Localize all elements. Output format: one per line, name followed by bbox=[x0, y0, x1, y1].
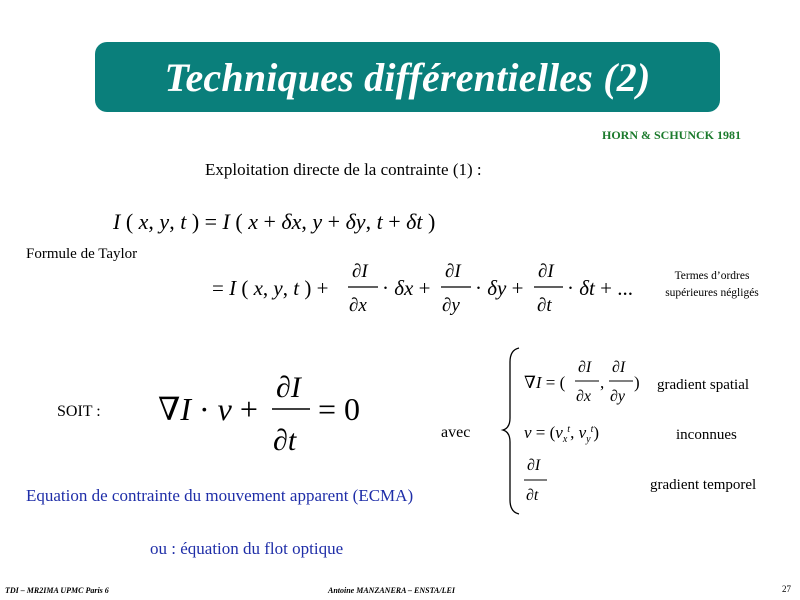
slide-title: Techniques différentielles (2) bbox=[164, 54, 651, 100]
label-temporal-gradient: gradient temporel bbox=[650, 477, 757, 493]
svg-text:∂t: ∂t bbox=[537, 295, 552, 316]
equation-velocity bbox=[524, 423, 599, 445]
svg-text:∂x: ∂x bbox=[576, 388, 592, 405]
equation-taylor-expansion bbox=[212, 261, 633, 316]
equation-brightness-constancy bbox=[112, 209, 435, 234]
avec-label: avec bbox=[441, 424, 471, 441]
label-unknowns: inconnues bbox=[676, 427, 737, 443]
svg-text:· δy +: · δy + bbox=[475, 276, 524, 300]
svg-text:= I ( x, y, t ) +: = I ( x, y, t ) + bbox=[212, 276, 329, 300]
svg-text:∂I: ∂I bbox=[578, 359, 592, 376]
svg-text:∂y: ∂y bbox=[442, 295, 460, 316]
footer-author: Antoine MANZANERA – ENSTA/LEI bbox=[328, 586, 455, 595]
subtitle: Exploitation directe de la contrainte (1) : bbox=[205, 160, 482, 179]
svg-text:∂I: ∂I bbox=[527, 457, 541, 474]
svg-text:∂t: ∂t bbox=[526, 487, 539, 504]
svg-text:∂I: ∂I bbox=[276, 371, 301, 404]
reference-label: HORN & SCHUNCK 1981 bbox=[602, 128, 742, 142]
svg-text:I ( x, y, t ) = I ( x + δx, y: I ( x, y, t ) = I ( x + δx, y + δy, t + δt ) bbox=[113, 209, 436, 234]
higher-order-line-1: Termes d’ordres bbox=[674, 270, 750, 282]
taylor-label: Formule de Taylor bbox=[26, 246, 138, 262]
svg-text:· δx +: · δx + bbox=[382, 276, 431, 300]
svg-text:): ) bbox=[634, 373, 640, 392]
svg-text:∂I: ∂I bbox=[352, 261, 368, 282]
ecma-text: Equation de contrainte du mouvement apparent (ECMA) bbox=[26, 486, 414, 505]
svg-text:∇I · v +: ∇I · v + bbox=[158, 391, 258, 427]
label-spatial-gradient: gradient spatial bbox=[657, 377, 750, 393]
svg-text:v = (vxt, vyt): $v = (v_x^t$, $v_y^t$) bbox=[524, 423, 600, 445]
svg-text:∇I = (: ∇I = ( bbox=[524, 373, 566, 392]
svg-text:· δt + ...: · δt + ... bbox=[567, 276, 633, 300]
equation-temporal-gradient bbox=[524, 457, 547, 504]
footer-course: TDI – MR2IMA UPMC Paris 6 bbox=[5, 586, 109, 595]
svg-text:∂x: ∂x bbox=[349, 295, 367, 316]
svg-text:= 0: = 0 bbox=[318, 391, 361, 427]
optical-flow-text: ou : équation du flot optique bbox=[150, 539, 344, 558]
curly-brace bbox=[503, 348, 519, 514]
equation-spatial-gradient bbox=[524, 359, 640, 405]
svg-text:,: , bbox=[600, 373, 605, 392]
svg-text:∂y: ∂y bbox=[610, 388, 626, 405]
soit-label: SOIT : bbox=[57, 403, 101, 420]
higher-order-line-2: supérieures négligés bbox=[665, 287, 759, 299]
svg-text:∂t: ∂t bbox=[273, 424, 297, 457]
svg-text:∂I: ∂I bbox=[612, 359, 626, 376]
page-number: 27 bbox=[782, 584, 791, 594]
equation-ecma bbox=[158, 371, 360, 457]
svg-text:∂I: ∂I bbox=[538, 261, 554, 282]
svg-text:∂I: ∂I bbox=[445, 261, 461, 282]
